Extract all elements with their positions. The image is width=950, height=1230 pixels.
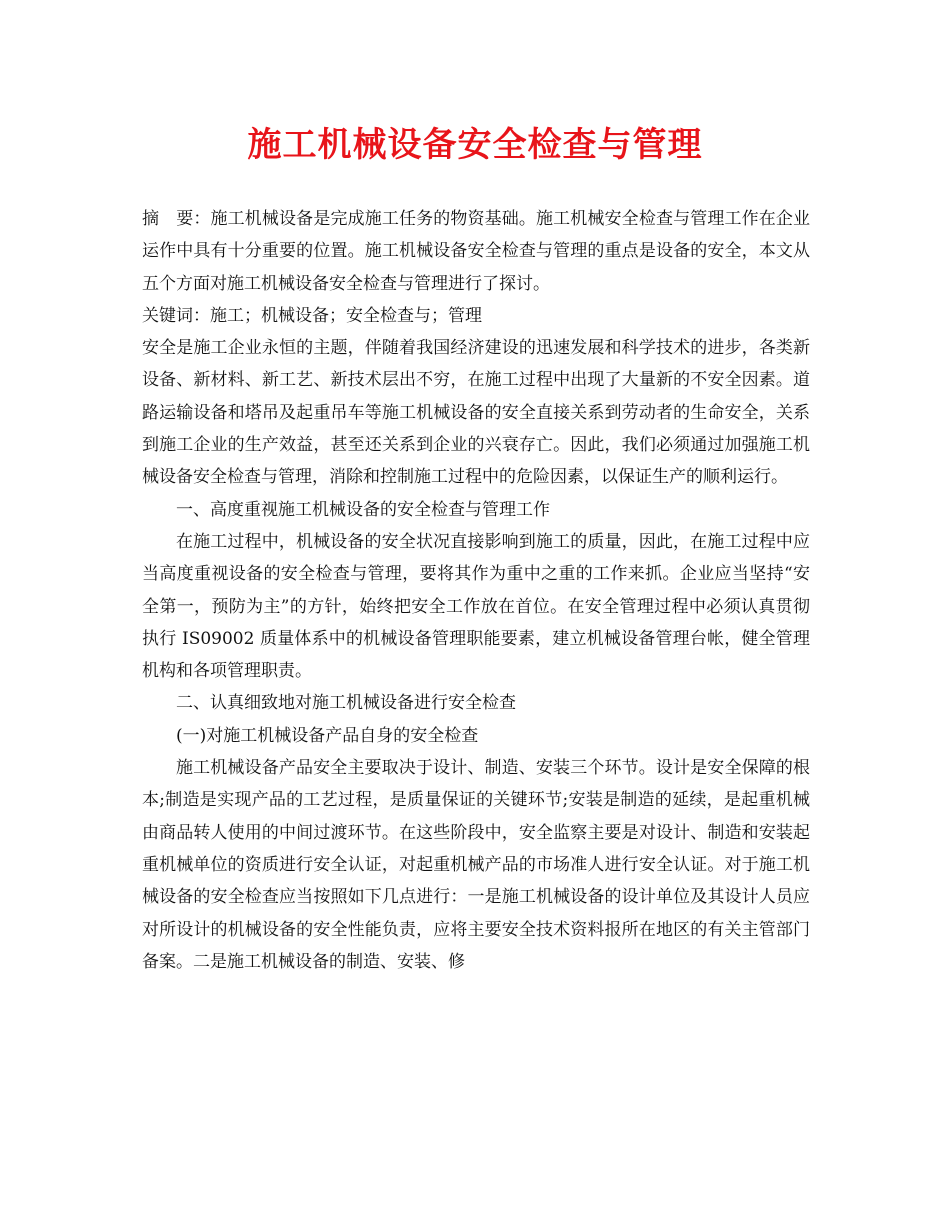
section-1-paragraph: 在施工过程中，机械设备的安全状况直接影响到施工的质量，因此，在施工过程中应当高度重视设备的安全检查与管理，要将其作为重中之重的工作来抓。企业应当坚持“安全第一，预防为主”的方针，始终把安全工作放在首位。在安全管理过程中必须认真贯彻执行 IS09002 质量体系中的机械设备管理职能要素，建立机械设备管理台帐，健全管理机构和各项管理职责。 bbox=[142, 531, 810, 682]
section-heading-2: 二、认真细致地对施工机械设备进行安全检查 bbox=[176, 693, 516, 714]
section-heading-1: 一、高度重视施工机械设备的安全检查与管理工作 bbox=[176, 499, 550, 520]
page-title: 施工机械设备安全检查与管理 bbox=[247, 125, 703, 165]
keywords-paragraph: 关键词：施工；机械设备；安全检查与；管理 bbox=[142, 305, 482, 326]
abstract-paragraph: 摘 要：施工机械设备是完成施工任务的物资基础。施工机械安全检查与管理工作在企业运作中具有十分重要的位置。施工机械设备安全检查与管理的重点是设备的安全，本文从五个方面对施工机械设备安全检查与管理进行了探讨。 bbox=[142, 209, 810, 294]
intro-paragraph: 安全是施工企业永恒的主题，伴随着我国经济建设的迅速发展和科学技术的进步，各类新设备、新材料、新工艺、新技术层出不穷，在施工过程中出现了大量新的不安全因素。道路运输设备和塔吊及起重吊车等施工机械设备的安全直接关系到劳动者的生命安全，关系到施工企业的生产效益，甚至还关系到企业的兴衰存亡。因此，我们必须通过加强施工机械设备安全检查与管理，消除和控制施工过程中的危险因素，以保证生产的顺利运行。 bbox=[142, 338, 810, 488]
document-body bbox=[142, 203, 810, 978]
subsection-heading-1: (一)对施工机械设备产品自身的安全检查 bbox=[176, 725, 479, 746]
subsection-1-paragraph: 施工机械设备产品安全主要取决于设计、制造、安装三个环节。设计是安全保障的根本;制造是实现产品的工艺过程，是质量保证的关键环节;安装是制造的延续，是起重机械由商品转人使用的中间过渡环节。在这些阶段中，安全监察主要是对设计、制造和安装起重机械单位的资质进行安全认证，对起重机械产品的市场准人进行安全认证。对于施工机械设备的安全检查应当按照如下几点进行：一是施工机械设备的设计单位及其设计人员应对所设计的机械设备的安全性能负责，应将主要安全技术资料报所在地区的有关主管部门备案。二是施工机械设备的制造、安装、修 bbox=[142, 758, 810, 972]
